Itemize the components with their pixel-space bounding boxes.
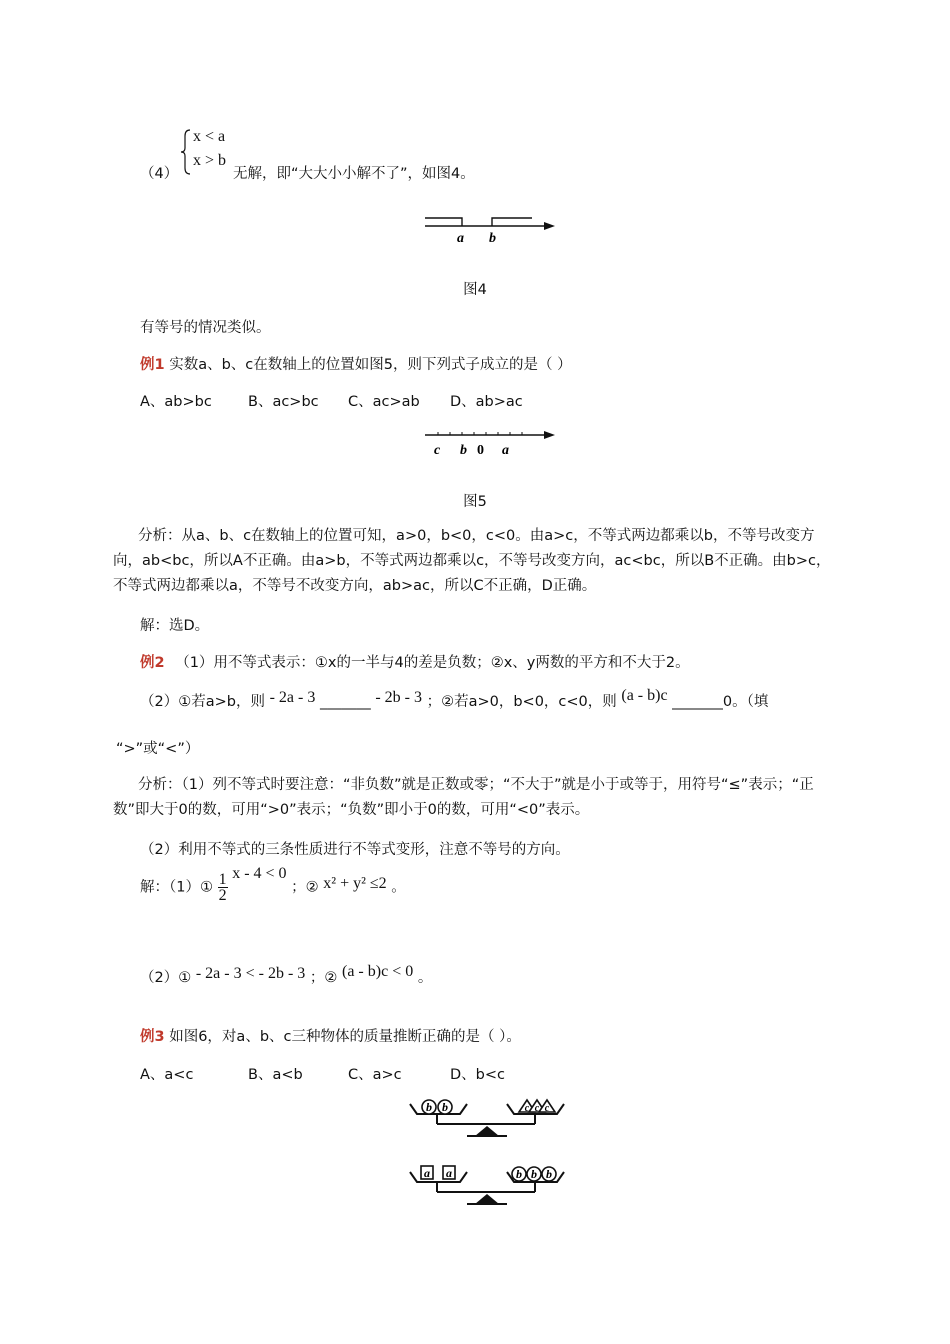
sol1-expr2: x² + y² ≤2 bbox=[323, 874, 387, 892]
figure-6-scales bbox=[405, 1092, 575, 1210]
q2-blank1: _______ bbox=[319, 694, 371, 710]
ex3-option-b: B、a<b bbox=[248, 1067, 303, 1083]
label-b: b bbox=[546, 1167, 552, 1181]
sol2-mid: ；② bbox=[309, 970, 338, 986]
ex2-solution1 bbox=[140, 864, 406, 904]
ex2-solution2 bbox=[140, 963, 433, 987]
label-b: b bbox=[531, 1167, 537, 1181]
example2-q1 bbox=[140, 651, 690, 672]
label-b: b bbox=[516, 1167, 522, 1181]
ex3-option-a: A、a<c bbox=[140, 1067, 194, 1083]
fig5-label-c: c bbox=[434, 443, 441, 458]
system-line1: x < a bbox=[193, 128, 226, 145]
q2-mid: ；②若a>0，b<0，c<0，则 bbox=[426, 694, 617, 710]
case4-label: （4） bbox=[140, 166, 179, 182]
system-line2: x > b bbox=[193, 152, 227, 169]
sol1-prefix: 解：（1）① bbox=[140, 879, 213, 896]
fig5-caption: 图5 bbox=[463, 494, 487, 510]
fig5-label-zero: 0 bbox=[477, 443, 484, 458]
ex1-option-c: C、ac>ab bbox=[348, 394, 420, 410]
example3-tag: 例3 bbox=[140, 1029, 165, 1045]
ex1-option-a: A、ab>bc bbox=[140, 394, 212, 410]
fig5-label-a: a bbox=[502, 443, 509, 458]
q2-expr1: - 2a - 3 bbox=[269, 689, 316, 706]
q2-blank2: _______0。（填 bbox=[672, 694, 769, 710]
example3-text: 如图6，对a、b、c三种物体的质量推断正确的是（ ）。 bbox=[169, 1029, 521, 1045]
equal-note: 有等号的情况类似。 bbox=[140, 320, 271, 336]
example2-q2 bbox=[140, 687, 769, 711]
ex1-option-b: B、ac>bc bbox=[248, 394, 319, 410]
label-b: b bbox=[442, 1100, 448, 1114]
ex3-option-c: C、a>c bbox=[348, 1067, 402, 1083]
fig5-label-b: b bbox=[460, 443, 467, 458]
example2-text: （1）用不等式表示：①x的一半与4的差是负数；②x、y两数的平方和不大于2。 bbox=[175, 655, 690, 671]
ex2-analysis2: （2）利用不等式的三条性质进行不等式变形，注意不等号的方向。 bbox=[140, 842, 570, 858]
figure-5 bbox=[420, 424, 560, 460]
q2-expr2: - 2b - 3 bbox=[375, 689, 422, 706]
example3-question bbox=[140, 1025, 521, 1046]
fig4-label-b: b bbox=[489, 231, 496, 246]
label-c: c bbox=[534, 1103, 540, 1114]
label-c: c bbox=[544, 1103, 550, 1114]
ex1-solution: 解：选D。 bbox=[140, 618, 210, 634]
figure-4 bbox=[420, 208, 560, 248]
label-a: a bbox=[424, 1166, 430, 1180]
fraction-half bbox=[218, 872, 228, 903]
scale-2 bbox=[410, 1166, 564, 1204]
q2-prefix: （2）①若a>b，则 bbox=[140, 694, 265, 710]
fig4-caption: 图4 bbox=[463, 282, 487, 298]
example1-tag: 例1 bbox=[140, 357, 165, 373]
sol2-prefix: （2）① bbox=[140, 970, 192, 986]
sol1-mid: ；② bbox=[291, 879, 319, 896]
sol1-expr: x - 4 < 0 bbox=[232, 864, 287, 882]
frac-denominator: 2 bbox=[218, 887, 227, 904]
q2-expr3: (a - b)c bbox=[621, 687, 668, 704]
ex1-option-d: D、ab>ac bbox=[450, 394, 523, 410]
brace-icon bbox=[180, 128, 192, 176]
ex2-analysis1: 分析：（1）列不等式时要注意：“非负数”就是正数或零；“不大于”就是小于或等于，用符号“≤”表示；“正数”即大于0的数，可用“>0”表示；“负数”即小于0的数，可用“<0”表示。 bbox=[113, 777, 814, 818]
label-b: b bbox=[426, 1100, 432, 1114]
example1-text: 实数a、b、c在数轴上的位置如图5，则下列式子成立的是（ ） bbox=[169, 357, 572, 373]
ex3-option-d: D、b<c bbox=[450, 1067, 505, 1083]
sol2-end: 。 bbox=[417, 970, 433, 986]
label-a: a bbox=[446, 1166, 452, 1180]
sol2-expr: - 2a - 3 < - 2b - 3 bbox=[195, 965, 306, 982]
label-c: c bbox=[524, 1103, 530, 1114]
ex1-analysis: 分析：从a、b、c在数轴上的位置可知，a>0，b<0，c<0。由a>c，不等式两边都乘以b，不等号改变方向，ab<bc，所以A不正确。由a>b，不等式两边都乘以c，不等号改变方向，ac<bc，所以B不正确。由b>c，不等式两边都乘以a，不等号不改变方向，ab>ac，所以C不正确，D正确。 bbox=[113, 528, 831, 594]
sol1-end: 。 bbox=[391, 879, 406, 896]
example2-tag: 例2 bbox=[140, 655, 165, 671]
q2-fill-hint: “>”或“<”） bbox=[116, 741, 200, 757]
sol2-expr2: (a - b)c < 0 bbox=[342, 963, 414, 980]
example1-question bbox=[140, 353, 572, 374]
frac-numerator: 1 bbox=[218, 871, 227, 888]
case4-text: 无解，即“大大小小解不了”，如图4。 bbox=[233, 166, 475, 182]
scale-1 bbox=[410, 1100, 564, 1136]
fig4-label-a: a bbox=[457, 231, 464, 246]
